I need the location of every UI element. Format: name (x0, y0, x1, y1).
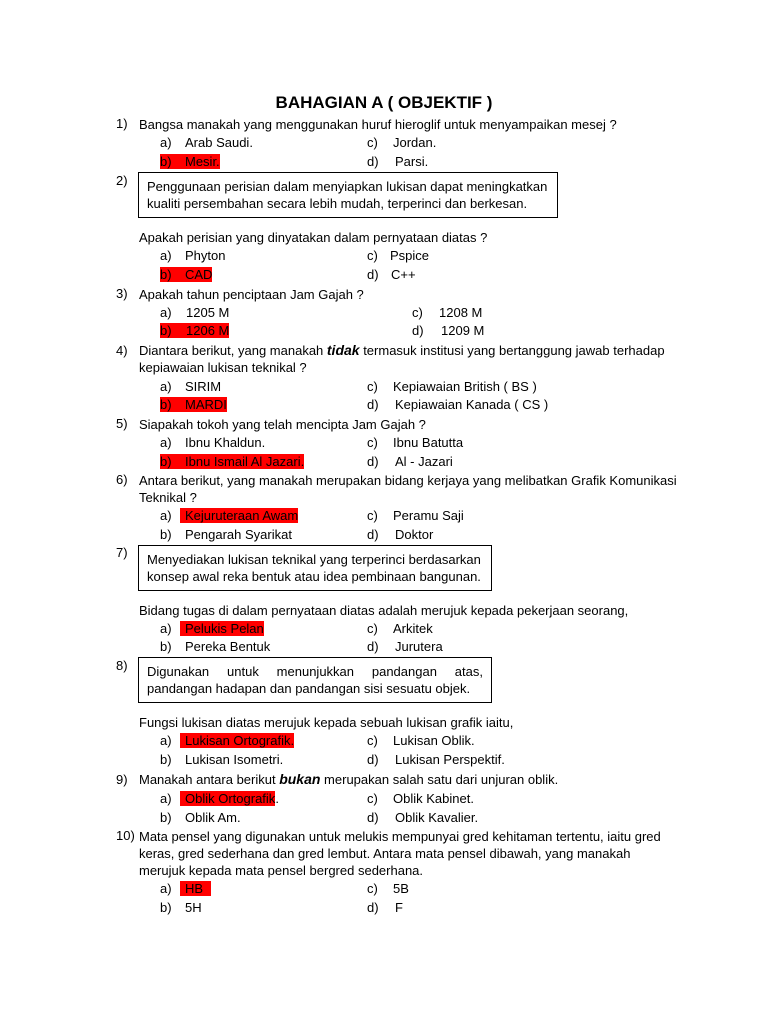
option-d[interactable]: d) Oblik Kavalier. (367, 810, 479, 825)
option-d[interactable]: d) 1209 M (412, 323, 485, 338)
emphasis-word: bukan (279, 771, 321, 787)
question-number: 10) (116, 828, 135, 843)
option-a[interactable]: a) Ibnu Khaldun. (160, 435, 266, 450)
question-text: Bidang tugas di dalam pernyataan diatas adalah merujuk kepada pekerjaan seorang, (139, 603, 629, 618)
option-c[interactable]: c) Pspice (367, 248, 430, 263)
question-number: 3) (116, 286, 128, 301)
option-c[interactable]: c) 1208 M (412, 305, 483, 320)
option-a-correct[interactable]: a) HB (160, 881, 211, 896)
option-c[interactable]: c) 5B (367, 881, 409, 896)
option-d[interactable]: d) C++ (367, 267, 416, 282)
question-text: Antara berikut, yang manakah merupakan bidang kerjaya yang melibatkan Grafik Komunikasi Teknikal ? (139, 473, 677, 505)
option-c[interactable]: c) Peramu Saji (367, 508, 464, 523)
option-d[interactable]: d) F (367, 900, 403, 915)
option-a-correct[interactable]: a) Kejuruteraan Awam (160, 508, 299, 523)
question-text: Fungsi lukisan diatas merujuk kepada sebuah lukisan grafik iaitu, (139, 715, 514, 730)
option-d[interactable]: d) Kepiawaian Kanada ( CS ) (367, 397, 549, 412)
question-number: 1) (116, 116, 128, 131)
question-number: 6) (116, 472, 128, 487)
option-b[interactable]: b) 5H (160, 900, 202, 915)
section-title: BAHAGIAN A ( OBJEKTIF ) (275, 93, 493, 112)
option-b-correct[interactable]: b) Ibnu Ismail Al Jazari. (160, 454, 305, 469)
option-a-correct[interactable]: a) Lukisan Ortografik. (160, 733, 295, 748)
question-text: Apakah perisian yang dinyatakan dalam pernyataan diatas ? (139, 230, 488, 245)
option-a[interactable]: a) Arab Saudi. (160, 135, 253, 150)
option-b-correct[interactable]: b) MARDI (160, 397, 227, 412)
option-d[interactable]: d) Doktor (367, 527, 434, 542)
option-c[interactable]: c) Kepiawaian British ( BS ) (367, 379, 537, 394)
option-a[interactable]: a) 1205 M (160, 305, 230, 320)
option-b-correct[interactable]: b) Mesir. (160, 154, 220, 169)
option-b-correct[interactable]: b) 1206 M (160, 323, 230, 338)
option-a[interactable]: a) Phyton (160, 248, 226, 263)
option-d[interactable]: d) Jurutera (367, 639, 443, 654)
question-text: Apakah tahun penciptaan Jam Gajah ? (139, 287, 364, 302)
statement-box: Penggunaan perisian dalam menyiapkan lukisan dapat meningkatkan kualiti persembahan secara lebih mudah, terperinci dan berkesan. (138, 172, 558, 218)
option-d[interactable]: d) Al - Jazari (367, 454, 453, 469)
question-number: 2) (116, 173, 128, 188)
statement-box: Menyediakan lukisan teknikal yang terperinci berdasarkan konsep awal reka bentuk atau idea pembinaan bangunan. (138, 545, 492, 591)
option-c[interactable]: c) Arkitek (367, 621, 433, 636)
question-text: Siapakah tokoh yang telah mencipta Jam Gajah ? (139, 417, 426, 432)
option-c[interactable]: c) Lukisan Oblik. (367, 733, 475, 748)
option-c[interactable]: c) Oblik Kabinet. (367, 791, 474, 806)
option-b-correct[interactable]: b) CAD (160, 267, 213, 282)
question-text: Bangsa manakah yang menggunakan huruf hieroglif untuk menyampaikan mesej ? (139, 117, 617, 132)
question-text: Mata pensel yang digunakan untuk melukis mempunyai gred kehitaman tertentu, iaitu gred keras, gred sederhana dan gred lembut. Antara mata pensel dibawah, yang manakah merujuk kepada mata pensel bergred sederhana. (139, 829, 661, 878)
question-text: Diantara berikut, yang manakah tidak termasuk institusi yang bertanggung jawab terhadap kepiawaian lukisan teknikal ? (139, 342, 665, 375)
option-c[interactable]: c) Ibnu Batutta (367, 435, 464, 450)
question-number: 9) (116, 772, 128, 787)
option-a[interactable]: a) SIRIM (160, 379, 222, 394)
option-b[interactable]: b) Lukisan Isometri. (160, 752, 284, 767)
option-b[interactable]: b) Oblik Am. (160, 810, 241, 825)
statement-box: Digunakan untuk menunjukkan pandangan atas, pandangan hadapan dan pandangan sisi sesuatu objek. (138, 657, 492, 703)
question-number: 4) (116, 343, 128, 358)
question-number: 5) (116, 416, 128, 431)
option-a-correct[interactable]: a) Pelukis Pelan (160, 621, 264, 636)
question-number: 8) (116, 658, 128, 673)
option-c[interactable]: c) Jordan. (367, 135, 437, 150)
question-number: 7) (116, 545, 128, 560)
option-d[interactable]: d) Parsi. (367, 154, 429, 169)
option-d[interactable]: d) Lukisan Perspektif. (367, 752, 505, 767)
option-a-correct[interactable]: a) Oblik Ortografik. (160, 791, 279, 806)
option-b[interactable]: b) Pereka Bentuk (160, 639, 271, 654)
question-text: Manakah antara berikut bukan merupakan salah satu dari unjuran oblik. (139, 771, 559, 787)
option-b[interactable]: b) Pengarah Syarikat (160, 527, 292, 542)
emphasis-word: tidak (326, 342, 360, 358)
